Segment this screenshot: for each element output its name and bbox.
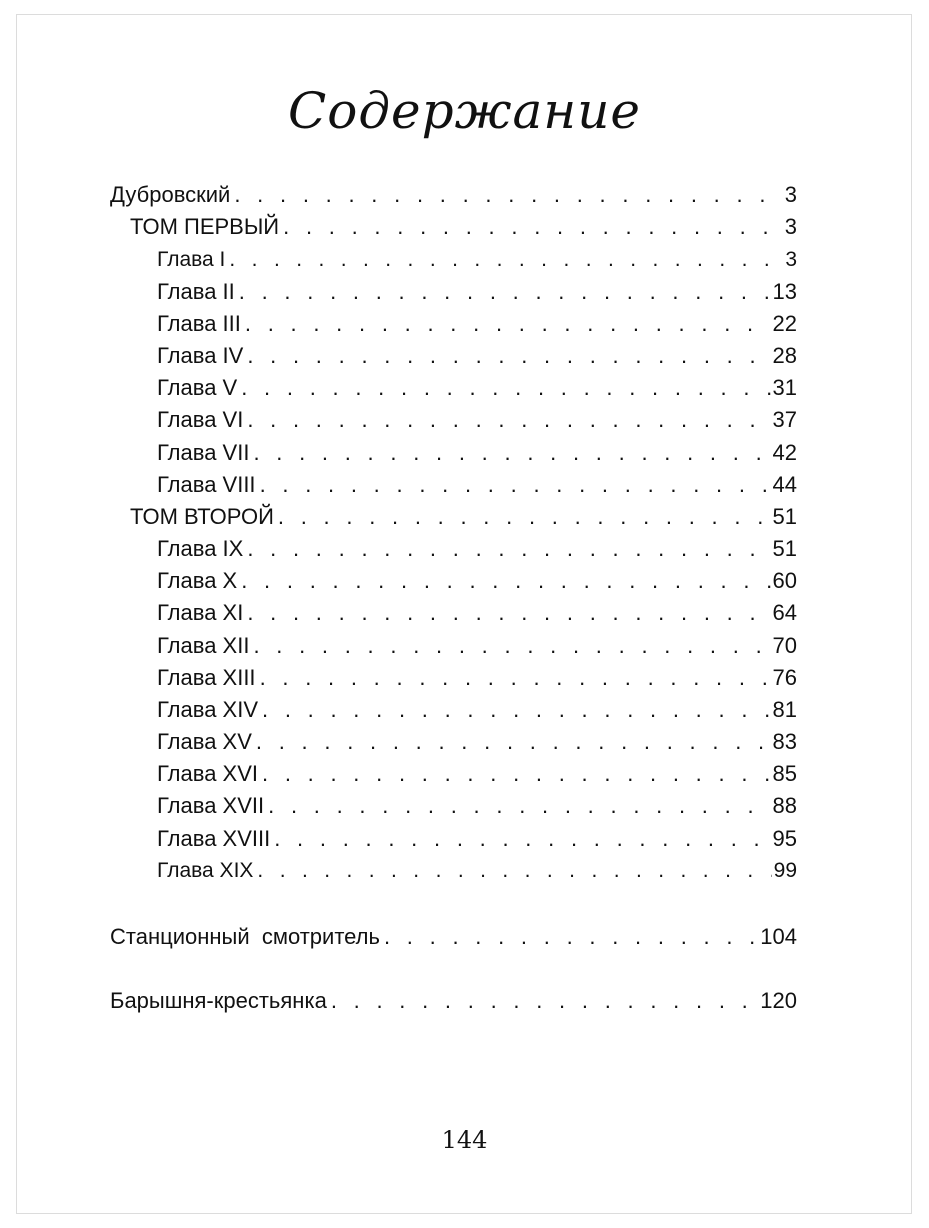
- toc-page-number: 99: [773, 859, 797, 882]
- toc-label: Глава VIII: [157, 472, 256, 497]
- toc-page-number: 37: [772, 407, 797, 432]
- dot-leader: [253, 438, 770, 468]
- toc-entry-chapter-5[interactable]: [157, 373, 797, 403]
- toc-label: ТОМ ПЕРВЫЙ: [130, 214, 280, 239]
- toc-label: Глава II: [157, 279, 235, 304]
- toc-entry-peasant-lady[interactable]: [110, 986, 797, 1016]
- toc-label: Дубровский: [110, 182, 231, 207]
- toc-entry-chapter-16[interactable]: [157, 759, 797, 789]
- toc-entry-chapter-15[interactable]: [157, 727, 797, 757]
- toc-page-number: 3: [784, 182, 797, 207]
- toc-entry-chapter-7[interactable]: [157, 438, 797, 468]
- toc-page-number: 76: [772, 665, 797, 690]
- toc-label: Глава XIX: [157, 859, 254, 882]
- toc-entry-chapter-6[interactable]: [157, 405, 797, 435]
- toc-page-number: 44: [772, 472, 797, 497]
- toc-page-number: 51: [772, 504, 797, 529]
- page-title: Содержание: [287, 82, 642, 140]
- toc-page-number: 83: [772, 729, 797, 754]
- toc-label: Глава IV: [157, 343, 244, 368]
- toc-page-number: 51: [772, 536, 797, 561]
- toc-label: Глава III: [157, 311, 241, 336]
- toc-page-number: 3: [784, 214, 797, 239]
- toc-entry-dubrovsky[interactable]: [110, 180, 797, 210]
- dot-leader: [257, 856, 771, 886]
- dot-leader: [278, 502, 771, 532]
- dot-leader: [247, 405, 770, 435]
- dot-leader: [262, 759, 771, 789]
- toc-label: Глава X: [157, 568, 238, 593]
- dot-leader: [229, 245, 783, 275]
- toc-label: Глава XIII: [157, 665, 256, 690]
- toc-page-number: 81: [772, 697, 797, 722]
- dot-leader: [247, 534, 770, 564]
- toc-label: Глава XVI: [157, 761, 258, 786]
- toc-page-number: 120: [760, 988, 797, 1013]
- dot-leader: [274, 824, 770, 854]
- toc-label: Глава XII: [157, 633, 250, 658]
- toc-page-number: 95: [772, 826, 797, 851]
- toc-entry-chapter-18[interactable]: [157, 824, 797, 854]
- toc-page-number: 70: [772, 633, 797, 658]
- toc-entry-chapter-19[interactable]: [157, 856, 797, 886]
- toc-label: Глава XV: [157, 729, 252, 754]
- toc-entry-chapter-1[interactable]: [157, 245, 797, 275]
- dot-leader: [260, 663, 771, 693]
- dot-leader: [247, 341, 770, 371]
- toc-page-number: 64: [772, 600, 797, 625]
- toc-entry-chapter-14[interactable]: [157, 695, 797, 725]
- toc-label: Глава I: [157, 248, 226, 271]
- toc-page-number: 60: [772, 568, 797, 593]
- dot-leader: [241, 566, 770, 596]
- toc-label: Глава XI: [157, 600, 244, 625]
- toc-page-number: 13: [772, 279, 797, 304]
- dot-leader: [241, 373, 770, 403]
- dot-leader: [234, 180, 782, 210]
- toc-entry-chapter-2[interactable]: [157, 277, 797, 307]
- toc-entry-chapter-12[interactable]: [157, 631, 797, 661]
- dot-leader: [253, 631, 770, 661]
- toc-label: Станционный смотритель: [110, 924, 380, 949]
- toc-entry-chapter-9[interactable]: [157, 534, 797, 564]
- toc-entry-tom-1[interactable]: [130, 212, 797, 242]
- toc-page-number: 42: [772, 440, 797, 465]
- dot-leader: [256, 727, 771, 757]
- toc-entry-tom-2[interactable]: [130, 502, 797, 532]
- toc-entry-chapter-17[interactable]: [157, 791, 797, 821]
- toc-entry-stationmaster[interactable]: [110, 922, 797, 952]
- toc-entry-chapter-8[interactable]: [157, 470, 797, 500]
- toc-page-number: 104: [760, 924, 797, 949]
- dot-leader: [384, 922, 758, 952]
- toc-entry-chapter-3[interactable]: [157, 309, 797, 339]
- toc-entry-chapter-10[interactable]: [157, 566, 797, 596]
- dot-leader: [262, 695, 771, 725]
- dot-leader: [245, 309, 771, 339]
- toc-entry-chapter-11[interactable]: [157, 598, 797, 628]
- toc-page-number: 31: [772, 375, 797, 400]
- toc-label: Глава VII: [157, 440, 250, 465]
- toc-page-number: 88: [772, 793, 797, 818]
- toc-page-number: 28: [772, 343, 797, 368]
- toc-page-number: 3: [785, 248, 797, 271]
- toc-label: Барышня-крестьянка: [110, 988, 327, 1013]
- toc-entry-chapter-4[interactable]: [157, 341, 797, 371]
- dot-leader: [260, 470, 771, 500]
- toc-label: ТОМ ВТОРОЙ: [130, 504, 274, 529]
- dot-leader: [331, 986, 758, 1016]
- dot-leader: [283, 212, 783, 242]
- toc-entry-chapter-13[interactable]: [157, 663, 797, 693]
- dot-leader: [247, 598, 770, 628]
- toc-label: Глава XVII: [157, 793, 265, 818]
- toc-page-number: 85: [772, 761, 797, 786]
- dot-leader: [268, 791, 770, 821]
- toc-label: Глава IX: [157, 536, 244, 561]
- dot-leader: [239, 277, 771, 307]
- toc-label: Глава V: [157, 375, 238, 400]
- toc-label: Глава XVIII: [157, 826, 271, 851]
- toc-label: Глава VI: [157, 407, 244, 432]
- toc-label: Глава XIV: [157, 697, 258, 722]
- page-number-folio: 144: [441, 1126, 488, 1154]
- toc-page-number: 22: [772, 311, 797, 336]
